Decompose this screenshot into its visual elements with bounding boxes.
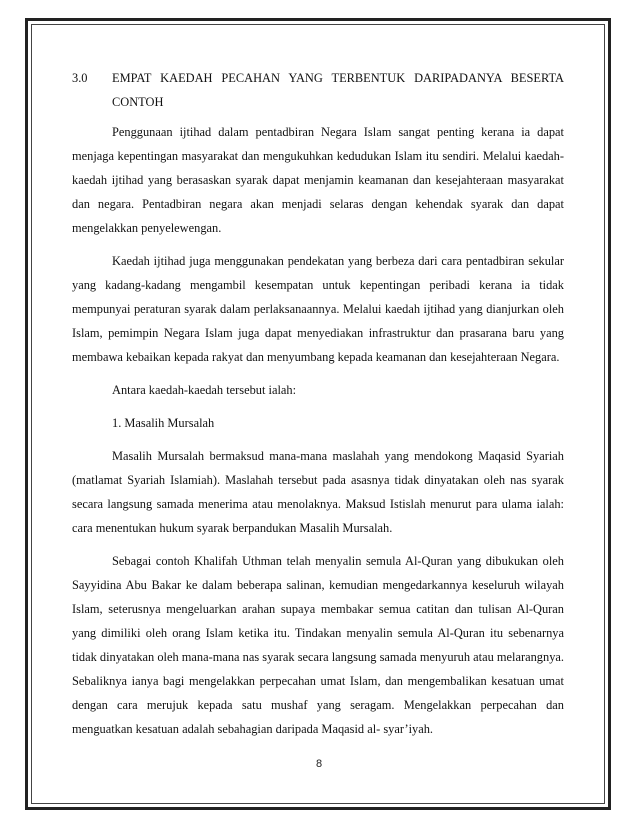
paragraph-3: Antara kaedah-kaedah tersebut ialah: [112,383,297,397]
document-body [72,66,564,750]
page-number: 8 [315,758,323,770]
list-item-masalih-mursalah: 1. Masalih Mursalah [112,416,215,430]
paragraph-1: Penggunaan ijtihad dalam pentadbiran Negara Islam sangat penting kerana ia dapat menjaga kepentingan masyarakat dan mengukuhkan kedudukan Islam itu sendiri. Melalui kaedah-kaedah ijtihad yang berasaskan syarak dapat menjamin keamanan dan kesejahteraan masyarakat dan negara. Pentadbiran negara akan menjadi selaras dengan kehendak syarak dan dapat mengelakkan penyelewengan. [72,125,564,235]
section-heading [72,66,564,114]
section-number: 3.0 [72,71,88,85]
section-title: EMPAT KAEDAH PECAHAN YANG TERBENTUK DARIPADANYA BESERTA CONTOH [112,71,564,109]
paragraph-2: Kaedah ijtihad juga menggunakan pendekatan yang berbeza dari cara pentadbiran sekular yang kadang-kadang mengambil kesempatan untuk kepentingan peribadi kerana ia tidak mempunyai peraturan syarak dalam perlaksanaannya. Melalui kaedah ijtihad yang dianjurkan oleh Islam, pemimpin Negara Islam juga dapat menyediakan infrastruktur dan prasarana baru yang membawa kebaikan kepada rakyat dan menyumbang kepada keamanan dan kesejahteraan Negara. [72,254,564,364]
paragraph-5: Masalih Mursalah bermaksud mana-mana maslahah yang mendokong Maqasid Syariah (matlamat Syariah Islamiah). Maslahah tersebut pada asasnya tidak dinyatakan oleh nas syarak secara langsung samada menerima atau menolaknya. Maksud Istislah menurut para ulama ialah: cara menentukan hukum syarak berpandukan Masalih Mursalah. [72,449,564,535]
paragraph-6: Sebagai contoh Khalifah Uthman telah menyalin semula Al-Quran yang dibukukan oleh Sayyidina Abu Bakar ke dalam beberapa salinan, kemudian mengedarkannya keseluruh wilayah Islam, seterusnya mengeluarkan arahan supaya membakar semua catitan dan tulisan Al-Quran yang dimiliki oleh orang Islam ketika itu. Tindakan menyalin semula Al-Quran itu sebenarnya tidak dinyatakan oleh mana-mana nas syarak secara langsung samada menyuruh atau melarangnya. Sebaliknya ianya bagi mengelakkan perpecahan umat Islam, dan mengembalikan kesatuan umat dengan cara merujuk kepada satu mushaf yang seragam. Mengelakkan perpecahan dan menguatkan kesatuan adalah sebahagian daripada Maqasid al- syar’iyah. [72,554,564,736]
